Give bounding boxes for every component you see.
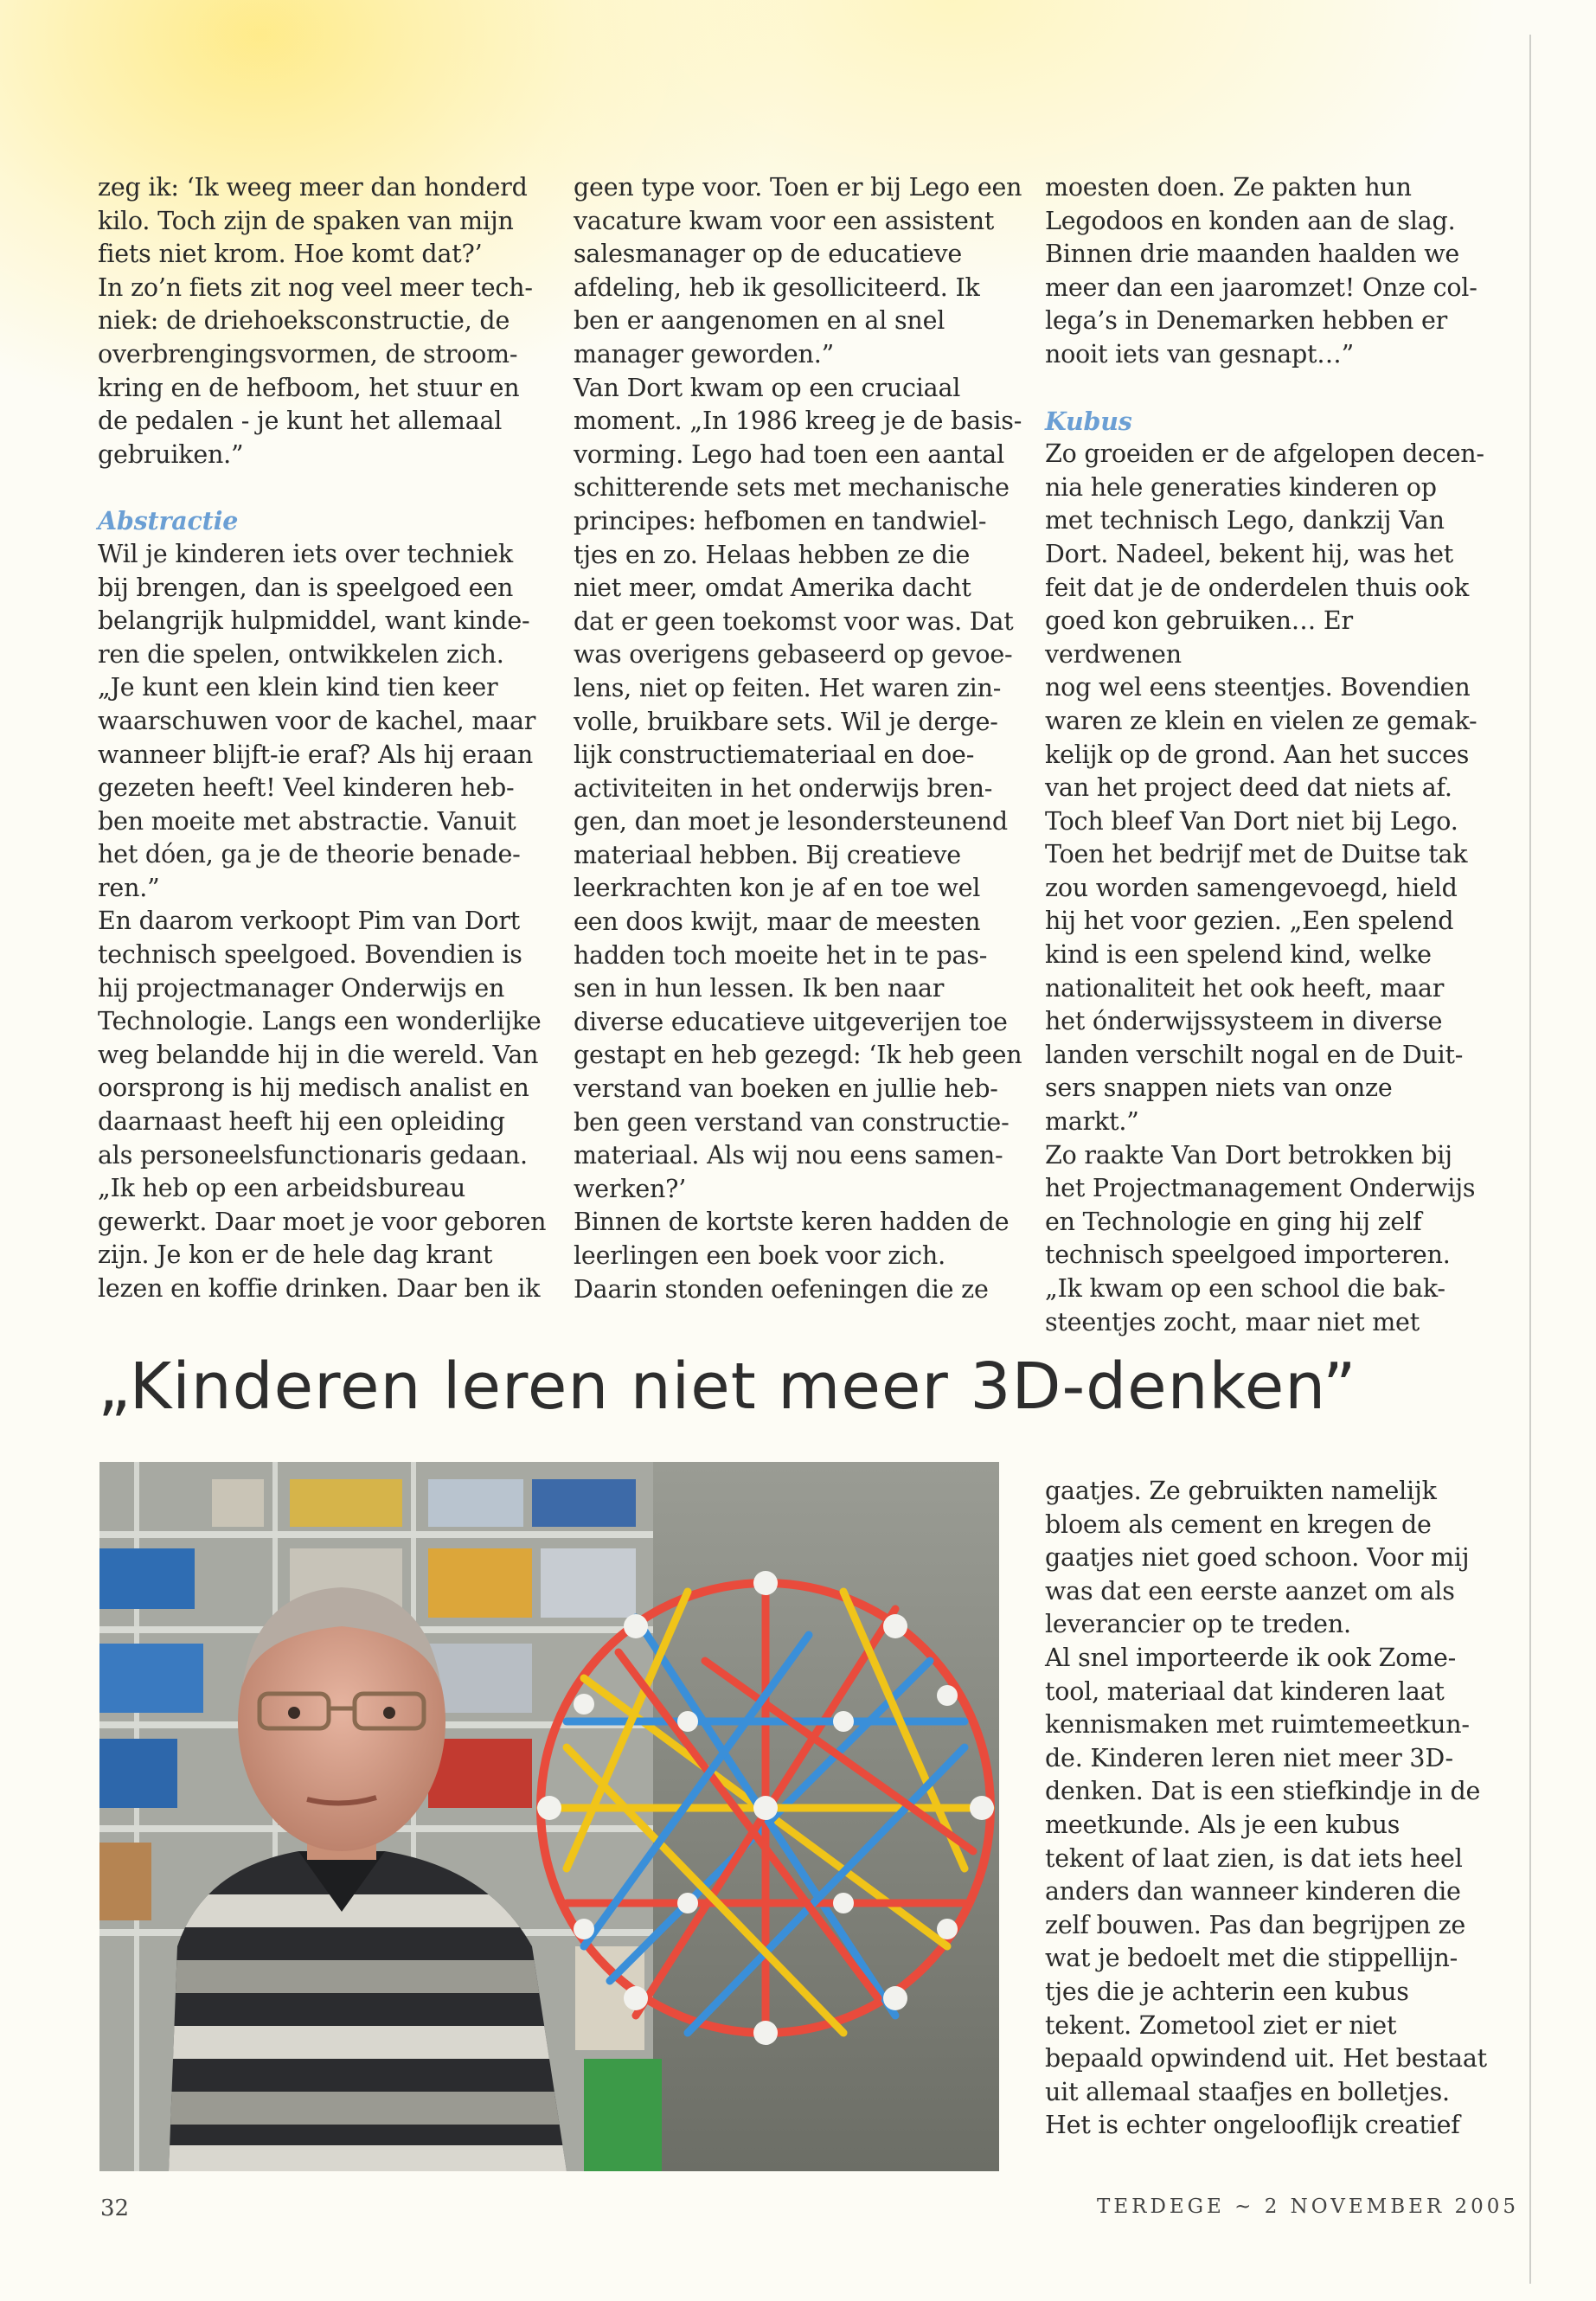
section-subheading: Abstractie [98,506,239,536]
article-column-2 [574,171,1032,1306]
body-paragraph: Zo groeiden er de afgelopen decen- nia hele generaties kinderen op met technisch Lego, dankzij Van Dort. Nadeel, bekent hij, was het feit dat je de onderdelen thuis ook goed kon gebruiken… Er verdwenen nog wel eens steentjes. Bovendien waren ze klein en vielen ze gemak- kelijk op de grond. Aan het succes van het project deed dat niets af. Toch bleef Van Dort niet bij Lego. Toen het bedrijf met de Duitse tak zou worden samengevoegd, hield hij het voor gezien. „Een spelend kind is een spelend kind, welke nationaliteit het ook heeft, maar het ónderwijssysteem in diverse landen verschilt nogal en de Duit- sers snappen niets van onze markt.” Zo raakte Van Dort betrokken bij het Projectmanagement Onderwijs en Technologie en ging hij zelf technisch speelgoed importeren. „Ik kwam op een school die bak- steentjes zocht, maar niet met [1045,439,1484,1336]
publication-footer: TERDEGE ~ 2 NOVEMBER 2005 [1097,2195,1520,2218]
article-column-1 [98,171,548,1306]
body-paragraph: moesten doen. Ze pakten hun Legodoos en konden aan de slag. Binnen drie maanden haalden we meer dan een jaaromzet! Onze col- lega’s in Denemarken hebben er nooit iets van gesnapt…” [1045,173,1477,369]
paragraph-gap [1045,372,1495,405]
paragraph-gap [98,471,548,504]
body-paragraph: gaatjes. Ze gebruikten namelijk bloem als cement en kregen de gaatjes niet goed schoon. Voor mij was dat een eerste aanzet om als leverancier op te treden. Al snel importeerde ik ook Zome- tool, materiaal dat kinderen laat kennismaken met ruimtemeetkun- de. Kinderen leren niet meer 3D- denken. Dat is een stiefkindje in de meetkunde. Als je een kubus tekent of laat zien, is dat iets heel anders dan wanneer kinderen die zelf bouwen. Pas dan begrijpen ze wat je bedoelt met die stippellijn- tjes die je achterin een kubus tekent. Zometool ziet er niet bepaald opwindend uit. Het bestaat uit allemaal staafjes en bolletjes. Het is echter ongelooflijk creatief [1045,1477,1487,2140]
photo-illustration [99,1462,999,2171]
page-number: 32 [100,2195,130,2221]
article-column-4 [1045,1475,1495,2143]
page-edge-rule [1529,35,1531,2284]
pull-quote-headline: „Kinderen leren niet meer 3D-denken” [98,1349,1357,1424]
photo-man-with-zometool-structure [99,1462,999,2171]
article-column-3 [1045,171,1495,1339]
body-paragraph: geen type voor. Toen er bij Lego een vacature kwam voor een assistent salesmanager op de educatieve afdeling, heb ik gesolliciteerd. Ik ben er aangenomen en al snel manager geworden.” Van Dort kwam op een cruciaal moment. „In 1986 kreeg je de basis- vorming. Lego had toen een aantal schitterende sets met mechanische principes: hefbomen en tandwiel- tjes en zo. Helaas hebben ze die niet meer, omdat Amerika dacht dat er geen toekomst voor was. Dat was overigens gebaseerd op gevoe- lens, niet op feiten. Het waren zin- volle, bruikbare sets. Wil je derge- lijk constructiemateriaal en doe- activiteiten in het onderwijs bren- gen, dan moet je lesondersteunend materiaal hebben. Bij creatieve leerkrachten kon je af en toe wel een doos kwijt, maar de meesten hadden toch moeite het in te pas- sen in hun lessen. Ik ben naar diverse educatieve uitgeverijen toe gestapt en heb gezegd: ‘Ik heb geen verstand van boeken en jullie heb- ben geen verstand van constructie- materiaal. Als wij nou eens samen- werken?’ Binnen de kortste keren hadden de leerlingen een boek voor zich. Daarin stonden oefeningen die ze [574,173,1022,1304]
body-paragraph: zeg ik: ‘Ik weeg meer dan honderd kilo. Toch zijn de spaken van mijn fiets niet krom. Hoe komt dat?’ In zo’n fiets zit nog veel meer tech- niek: de driehoeksconstructie, de overbrengingsvormen, de stroom- kring en de hefboom, het stuur en de pedalen - je kunt het allemaal gebruiken.” [98,173,533,469]
section-subheading: Kubus [1045,406,1132,436]
body-paragraph: Wil je kinderen iets over techniek bij brengen, dan is speelgoed een belangrijk hulpmiddel, want kinde- ren die spelen, ontwikkelen zich. „Je kunt een klein kind tien keer waarschuwen voor de kachel, maar wanneer blijft-ie eraf? Als hij eraan gezeten heeft! Veel kinderen heb- ben moeite met abstractie. Vanuit het dóen, ga je de theorie benade- ren.” En daarom verkoopt Pim van Dort technisch speelgoed. Bovendien is hij projectmanager Onderwijs en Technologie. Langs een wonderlijke weg belandde hij in die wereld. Van oorsprong is hij medisch analist en daarnaast heeft hij een opleiding als personeelsfunctionaris gedaan. „Ik heb op een arbeidsbureau gewerkt. Daar moet je voor geboren zijn. Je kon er de hele dag krant lezen en koffie drinken. Daar ben ik [98,539,547,1303]
